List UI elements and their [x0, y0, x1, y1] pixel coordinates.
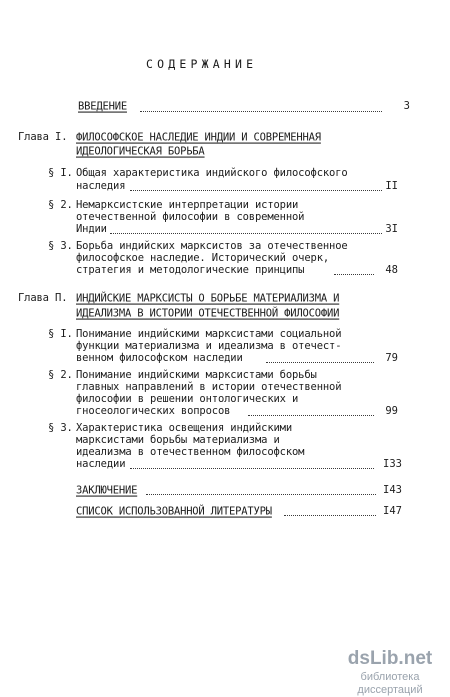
- chapter1-label: Глава I.: [18, 131, 68, 143]
- ch2-sec3-line4: наследии: [76, 458, 126, 470]
- ch1-sec2-page-number: 3I: [385, 223, 398, 235]
- ch1-sec1-line2: наследия: [76, 180, 126, 192]
- chapter1-title-line1: ФИЛОСОФСКОЕ НАСЛЕДИЕ ИНДИИ И СОВРЕМЕННАЯ: [76, 131, 321, 144]
- ch2-sec3-line2: марксистами борьбы материализма и: [76, 434, 280, 446]
- page-title: СОДЕРЖАНИЕ: [146, 57, 258, 71]
- ch1-sec1-number: § I.: [48, 167, 73, 179]
- ch2-sec2-line4: гносеологических вопросов: [76, 405, 231, 417]
- ch1-sec3-number: § 3.: [48, 240, 73, 252]
- bibliography-label: СПИСОК ИСПОЛЬЗОВАННОЙ ЛИТЕРАТУРЫ: [76, 505, 272, 518]
- conclusion-label: ЗАКЛЮЧЕНИЕ: [76, 484, 138, 497]
- ch2-sec1-page-number: 79: [385, 352, 398, 364]
- ch2-sec1-number: § I.: [48, 328, 73, 340]
- ch2-sec2-dot-leader: [248, 413, 374, 416]
- ch1-sec2-number: § 2.: [48, 199, 73, 211]
- ch2-sec2-line2: главных направлений в истории отечественной: [76, 381, 342, 393]
- ch2-sec1-line3: венном философском наследии: [76, 352, 243, 364]
- intro-dot-leader: [140, 109, 382, 112]
- watermark: [334, 649, 446, 697]
- ch1-sec3-line3: стратегия и методологические принципы: [76, 264, 305, 276]
- chapter2-title-line1: ИНДИЙСКИЕ МАРКСИСТЫ О БОРЬБЕ МАТЕРИАЛИЗМА И: [76, 292, 340, 305]
- ch2-sec2-line1: Понимание индийскими марксистами борьбы: [76, 369, 317, 381]
- ch1-sec2-dot-leader: [110, 231, 382, 234]
- ch2-sec3-line1: Характеристика освещения индийскими: [76, 422, 293, 434]
- intro-label: ВВЕДЕНИЕ: [78, 100, 127, 113]
- conclusion-page-number: I43: [383, 484, 402, 496]
- watermark-logo: dsLib.net: [347, 648, 433, 669]
- ch1-sec3-line2: философское наследие. Исторический очерк,: [76, 252, 330, 264]
- ch2-sec2-page-number: 99: [385, 405, 398, 417]
- watermark-subtitle: библиотека диссертаций: [357, 671, 423, 696]
- ch1-sec3-line1: Борьба индийских марксистов за отечественное: [76, 240, 348, 252]
- ch2-sec2-number: § 2.: [48, 369, 73, 381]
- ch1-sec1-page-number: II: [385, 180, 398, 192]
- ch2-sec1-line1: Понимание индийскими марксистами социальной: [76, 328, 342, 340]
- ch2-sec1-line2: функции материализма и идеализма в отечест-: [76, 340, 342, 352]
- ch1-sec2-line2: отечественной философии в современной: [76, 211, 305, 223]
- ch1-sec1-dot-leader: [130, 188, 382, 191]
- ch2-sec3-line3: идеализма в отечественном философском: [76, 446, 305, 458]
- ch2-sec3-dot-leader: [130, 466, 374, 469]
- chapter2-title-line2: ИДЕАЛИЗМА В ИСТОРИИ ОТЕЧЕСТВЕННОЙ ФИЛОСОФИИ: [76, 307, 340, 320]
- ch2-sec2-line3: философии в решении онтологических и: [76, 393, 299, 405]
- ch1-sec1-line1: Общая характеристика индийского философского: [76, 167, 348, 179]
- ch1-sec2-line3: Индии: [76, 223, 107, 235]
- conclusion-dot-leader: [146, 492, 376, 495]
- chapter2-label: Глава П.: [18, 292, 68, 304]
- ch2-sec3-page-number: I33: [383, 458, 402, 470]
- bibliography-page-number: I47: [383, 505, 402, 517]
- ch1-sec2-line1: Немарксистские интерпретации истории: [76, 199, 299, 211]
- ch1-sec3-page-number: 48: [385, 264, 398, 276]
- ch2-sec3-number: § 3.: [48, 422, 73, 434]
- intro-page-number: 3: [403, 100, 410, 112]
- chapter1-title-line2: ИДЕОЛОГИЧЕСКАЯ БОРЬБА: [76, 145, 205, 158]
